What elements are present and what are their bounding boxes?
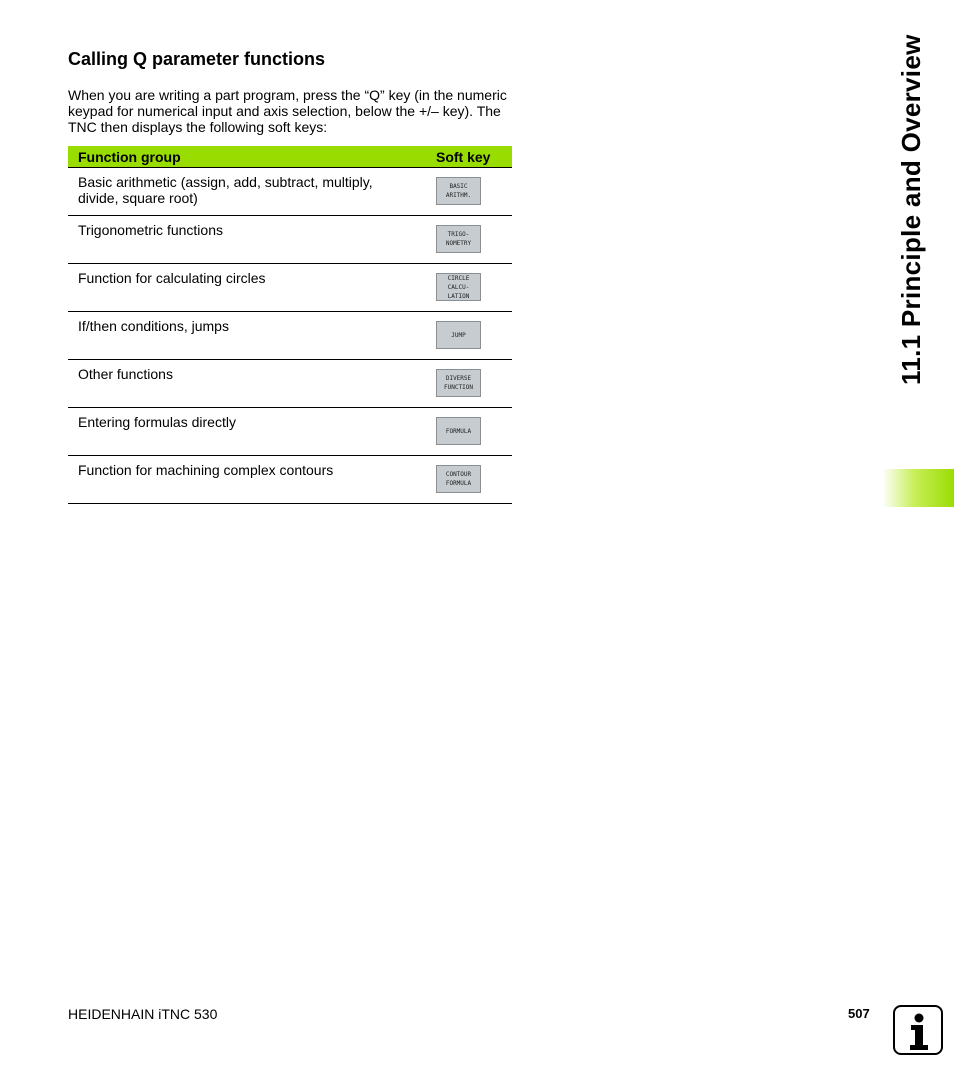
page-number: 507 [848, 1006, 870, 1021]
softkey-trigonometry: TRIGO- NOMETRY [436, 225, 481, 253]
table-row [68, 312, 512, 360]
softkey-circle-calculation: CIRCLE CALCU- LATION [436, 273, 481, 301]
softkey-jump: JUMP [436, 321, 481, 349]
table-header-row [68, 146, 512, 168]
section-heading: Calling Q parameter functions [68, 49, 326, 69]
table-row [68, 216, 512, 264]
softkey-formula: FORMULA [436, 417, 481, 445]
table-row [68, 264, 512, 312]
softkey-basic-arithm: BASIC ARITHM. [436, 177, 481, 205]
table-row [68, 360, 512, 408]
function-group-cell: Function for calculating circles [78, 270, 266, 286]
function-group-cell: Other functions [78, 366, 173, 382]
softkey-diverse-function: DIVERSE FUNCTION [436, 369, 481, 397]
function-group-cell: Trigonometric functions [78, 222, 223, 238]
chapter-tab-marker [882, 469, 954, 507]
info-icon [893, 1005, 943, 1055]
header-soft-key: Soft key [436, 148, 491, 165]
chapter-side-title: 11.1 Principle and Overview [896, 34, 926, 385]
table-row [68, 456, 512, 504]
function-group-cell: Basic arithmetic (assign, add, subtract, multiply, divide, square root) [78, 174, 373, 206]
function-group-cell: If/then conditions, jumps [78, 318, 229, 334]
soft-key-table [68, 146, 512, 504]
table-row [68, 408, 512, 456]
header-function-group: Function group [78, 148, 181, 165]
function-group-cell: Entering formulas directly [78, 414, 236, 430]
intro-paragraph: When you are writing a part program, press the “Q” key (in the numeric keypad for numerical input and axis selection, below the +/– key). The TNC then displays the following soft keys: [68, 87, 507, 135]
table-row [68, 168, 512, 216]
footer-manual-name: HEIDENHAIN iTNC 530 [68, 1006, 218, 1022]
softkey-contour-formula: CONTOUR FORMULA [436, 465, 481, 493]
function-group-cell: Function for machining complex contours [78, 462, 334, 478]
